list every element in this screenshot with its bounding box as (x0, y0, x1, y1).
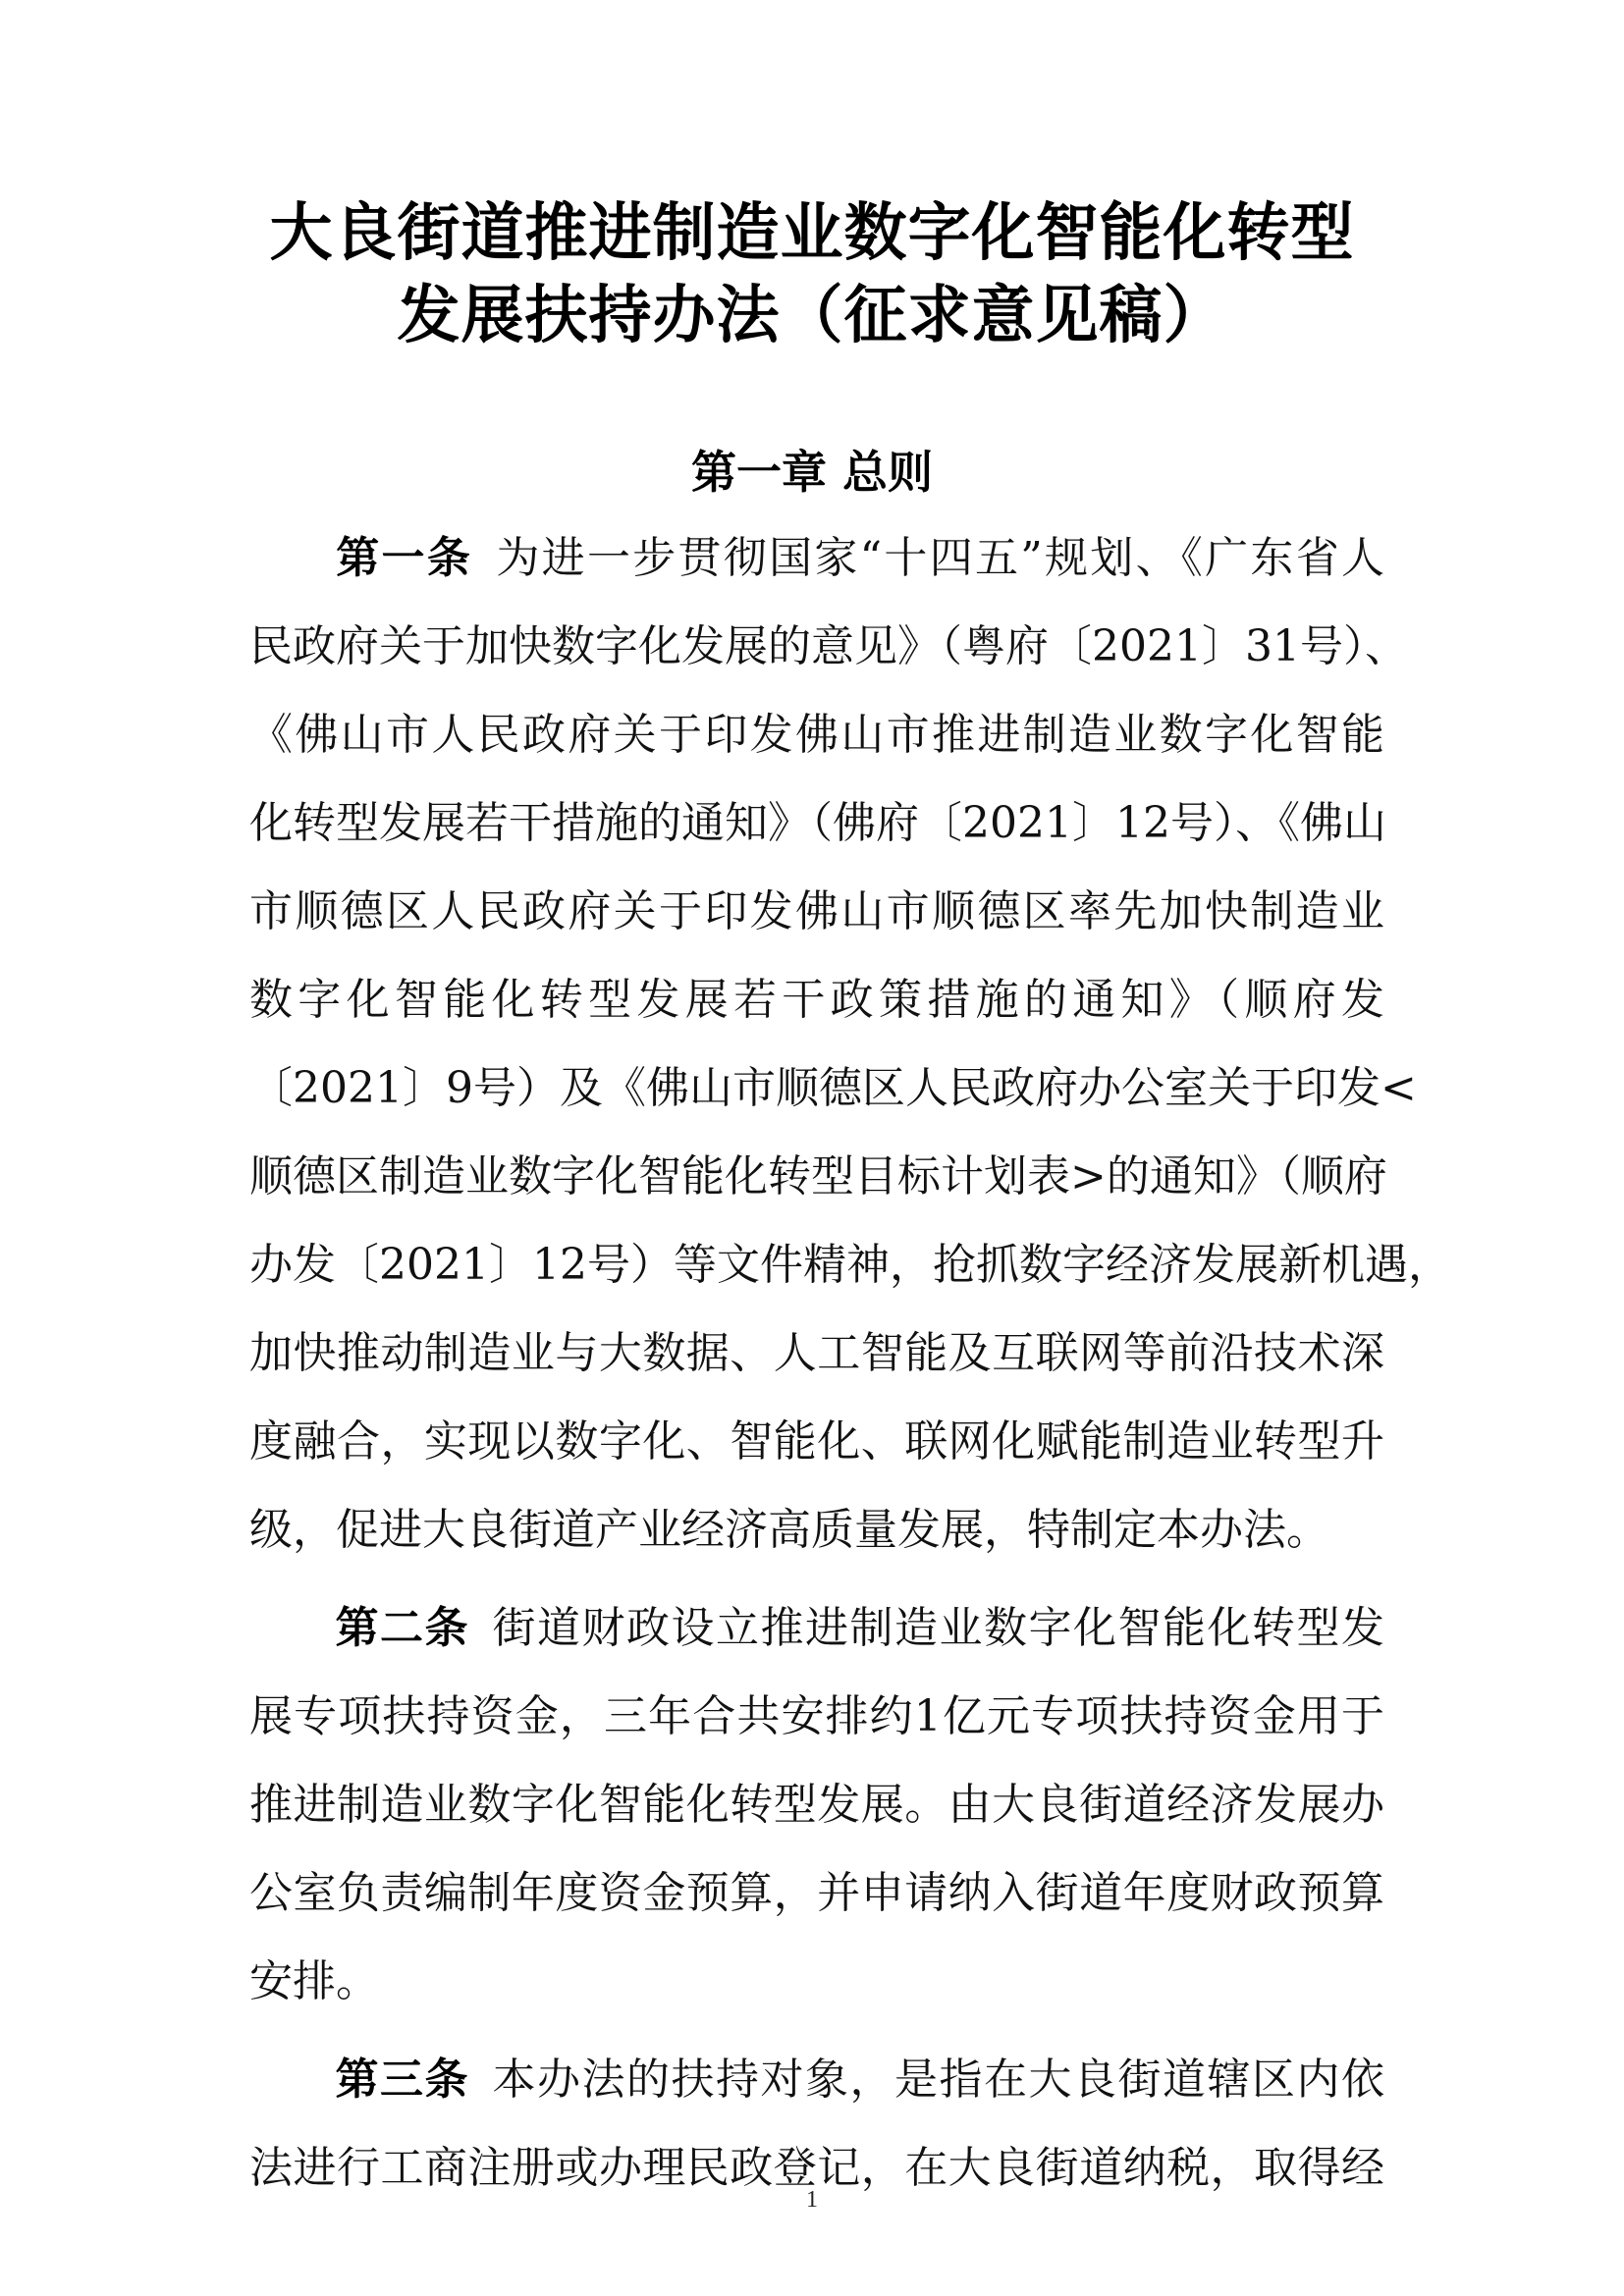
article-1-line-3: 《佛山市人民政府关于印发佛山市推进制造业数字化智能 (249, 710, 1384, 760)
article-2-line-4: 公室负责编制年度资金预算，并申请纳入街道年度财政预算 (249, 1868, 1384, 1918)
document-title-line-1: 大良街道推进制造业数字化智能化转型 (269, 197, 1355, 270)
article-2-line-2: 展专项扶持资金，三年合共安排约1亿元专项扶持资金用于 (249, 1691, 1384, 1741)
page-number: 1 (806, 2187, 818, 2213)
article-2-line-5: 安排。 (249, 1956, 379, 2006)
article-1-heading: 第一条 (334, 533, 473, 583)
article-1-line-5: 市顺德区人民政府关于印发佛山市顺德区率先加快制造业 (249, 886, 1384, 936)
article-1-line-1 (249, 514, 1384, 603)
article-1-text: 为进一步贯彻国家“十四五”规划、《广东省人 (494, 533, 1384, 583)
article-1-line-11: 度融合，实现以数字化、智能化、联网化赋能制造业转型升 (249, 1416, 1384, 1467)
article-1-line-2: 民政府关于加快数字化发展的意见》（粤府〔2021〕31号）、 (249, 621, 1408, 671)
article-1-line-12: 级，促进大良街道产业经济高质量发展，特制定本办法。 (249, 1505, 1329, 1555)
article-1-line-10: 加快推动制造业与大数据、人工智能及互联网等前沿技术深 (249, 1328, 1384, 1378)
article-1-line-7: 〔2021〕9号）及《佛山市顺德区人民政府办公室关于印发< (249, 1063, 1417, 1113)
article-1-line-6: 数字化智能化转型发展若干政策措施的通知》（顺府发 (249, 975, 1384, 1025)
article-2-line-1 (249, 1584, 1384, 1673)
article-3-text: 本办法的扶持对象，是指在大良街道辖区内依 (491, 2055, 1384, 2105)
document-title-line-2: 发展扶持办法（征求意见稿） (397, 280, 1227, 352)
article-2-heading: 第二条 (334, 1603, 469, 1653)
article-2-text: 街道财政设立推进制造业数字化智能化转型发 (491, 1603, 1384, 1653)
article-3-heading: 第三条 (334, 2055, 469, 2105)
article-1-line-9: 办发〔2021〕12号）等文件精神，抢抓数字经济发展新机遇， (249, 1240, 1451, 1290)
article-1-line-4: 化转型发展若干措施的通知》（佛府〔2021〕12号）、《佛山 (249, 798, 1386, 848)
article-1-line-8: 顺德区制造业数字化智能化转型目标计划表>的通知》（顺府 (249, 1151, 1387, 1201)
chapter-heading: 第一章 总则 (690, 446, 933, 499)
article-3-line-2: 法进行工商注册或办理民政登记，在大良街道纳税，取得经 (249, 2143, 1384, 2193)
article-2-line-3: 推进制造业数字化智能化转型发展。由大良街道经济发展办 (249, 1780, 1384, 1830)
article-3-line-1 (249, 2036, 1384, 2124)
